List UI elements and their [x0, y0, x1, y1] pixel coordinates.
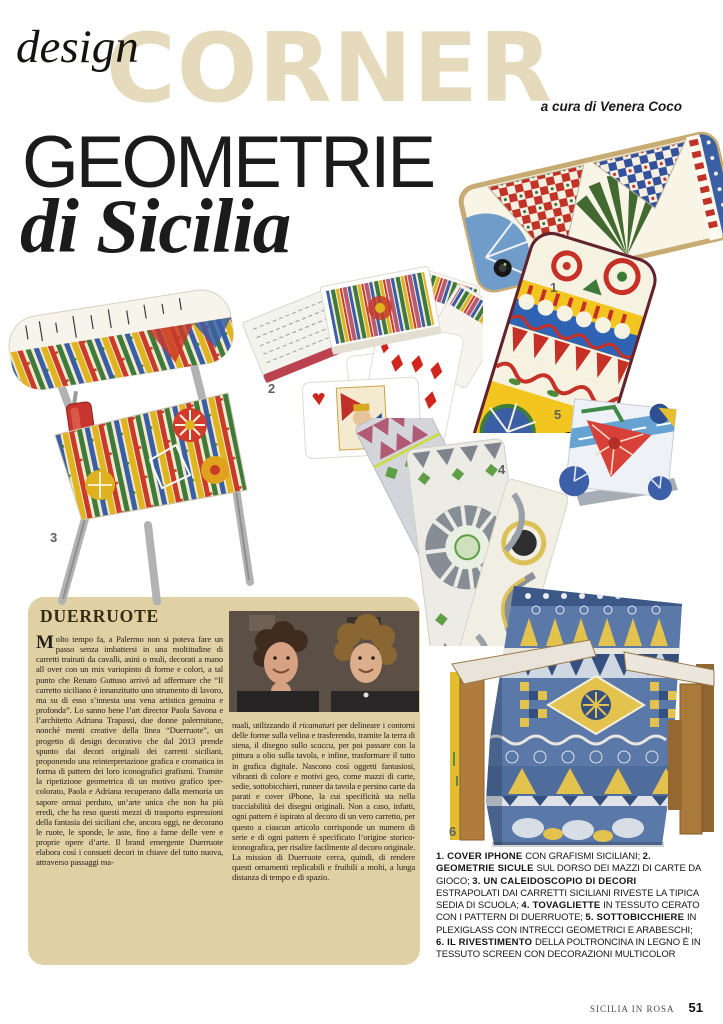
coaster-image — [552, 392, 720, 540]
article-column-2 — [232, 720, 415, 960]
caption-text: DELLA POLTRONCINA IN LEGNO È IN TESSUTO SCREEN CON DECORAZIONI MULTICOLOR — [436, 937, 701, 961]
column-2-text: , per poi passare con la pittura a olio sulla tavola, e infine, trasformare il tutto in grafica digitale. Nascono così oggetti fantasiosi, vibranti di colore e motivi geo, come mazzi di carte, sedie, sottobicchieri, runner da tavola e persino carte da parati e cover iPhone, la cui specificità sta nella tracciabilità dei disegni originali. Non a caso, infatti, ogni pattern è ispirato al decoro di un vero carretto, per questo a ciascun articolo corrisponde un numero di serie e di ogni pattern è specificato l’origine storico-iconografica, per risalire facilmente al decoro originale. La mission di Duerruote cerca, quindi, di rendere questi ornamenti replicabili e fruibili a molti, a lunga distanza di tempo e di spazio. — [232, 740, 415, 883]
caption-text: SUL DORSO DEI MAZZI DI CARTE DA GIOCO; — [436, 863, 701, 887]
page-footer — [590, 1000, 703, 1015]
caption-text: ESTRAPOLATI DAI CARRETTI SICILIANI RIVESTE LA TIPICA SEDIA DI SCUOLA; — [436, 887, 699, 912]
figure-number-1: 1 — [550, 280, 558, 295]
figure-number-6: 6 — [449, 824, 457, 839]
armchair-fabric — [478, 582, 688, 849]
products-caption — [436, 851, 701, 962]
article-title-line2: di Sicilia — [20, 183, 291, 269]
caption-item-label: 5. SOTTOBICCHIERE — [585, 912, 687, 924]
chair-backrest — [5, 286, 238, 394]
caption-item-label: 2. GEOMETRIE SICULE — [436, 851, 651, 875]
figure-number-4: 4 — [498, 462, 506, 477]
italic-term: ricamaturi — [299, 720, 335, 730]
caption-item-label: 1. COVER IPHONE — [436, 851, 526, 862]
column-1-text: olto tempo fa, a Palermo non si poteva fare un passo senza imbattersi in una moltitudine di carretti trainati da cavalli, asini o muli, decorati a mano all over con un mix variopinto di forme e colori, a tal punto che Renato Guttuso arrivò ad affermare che “Il carretto siciliano è innanzitutto uno strumento di lavoro, ma su di esso s’innesta una vena artistica genuina e profonda”. Lo sanno bene l’art director Paola Savona e l’architetto Adriana Trapassi, due donne palermitane, nonché menti creative della linea “Duerruote”, un progetto di design decorativo che dal 2013 prende spunto dai decori originali dei carretti siciliani, proponendo una reinterpretazione grafica e cromatica in forma di pattern dei loro iconografici grafismi. Tramite la ripetizione geometrica di un motivo grafico iper-colorato, Paola e Adriana recuperano dalla memoria un sapore ormai perduto, un’arte unica che non ha più eredi, che ha reso questi mezzi di trasporto espressioni della fantasia dei siciliani che, ancora oggi, ne decorano le ruote, le sponde, le aste, fino a farne delle vere e proprie opere d’arte. Il brand emergente Duerruote elabora così i consueti decori in chiave del tutto nuova, attraverso passaggi ma- — [36, 634, 223, 868]
magazine-name: SICILIA IN ROSA — [590, 1004, 675, 1014]
armchair-image — [428, 552, 723, 849]
caption-item-label: 6. IL RIVESTIMENTO — [436, 937, 535, 949]
figure-number-5: 5 — [554, 407, 562, 422]
masthead-title: CORNER — [106, 14, 554, 124]
italic-term: scaccu — [310, 740, 333, 751]
figure-number-2: 2 — [268, 381, 276, 396]
page-number: 51 — [688, 1000, 703, 1015]
box-heading: DUERRUOTE — [40, 606, 160, 626]
caption-text: IN PLEXIGLASS CON INTRECCI GEOMETRICI E ARABESCHI; — [436, 912, 697, 936]
byline: a cura di Venera Coco — [540, 99, 682, 114]
school-chair-image — [0, 285, 258, 605]
section-kicker: design — [16, 21, 139, 73]
coaster-tile — [558, 394, 681, 506]
drop-cap: M — [36, 634, 54, 653]
caption-item-label: 3. UN CALEIDOSCOPIO DI DECORI — [472, 875, 637, 887]
caption-text: CON GRAFISMI SICILIANI; — [525, 851, 643, 862]
column-2-text: nuali, utilizzando il — [232, 720, 300, 730]
column-2-text: per delineare i contorni delle forme sulla velina e trasferendo, tramite la terra di siena, il disegno sullo — [232, 720, 415, 751]
article-title-line1: GEOMETRIE — [22, 122, 434, 203]
figure-number-3: 3 — [50, 530, 58, 545]
article-column-1 — [36, 634, 223, 958]
caption-item-label: 4. TOVAGLIETTE — [521, 900, 604, 912]
iphone-covers-image — [420, 128, 723, 433]
caption-text: IN TESSUTO CERATO CON I PATTERN DI DUERRUOTE; — [436, 900, 700, 924]
